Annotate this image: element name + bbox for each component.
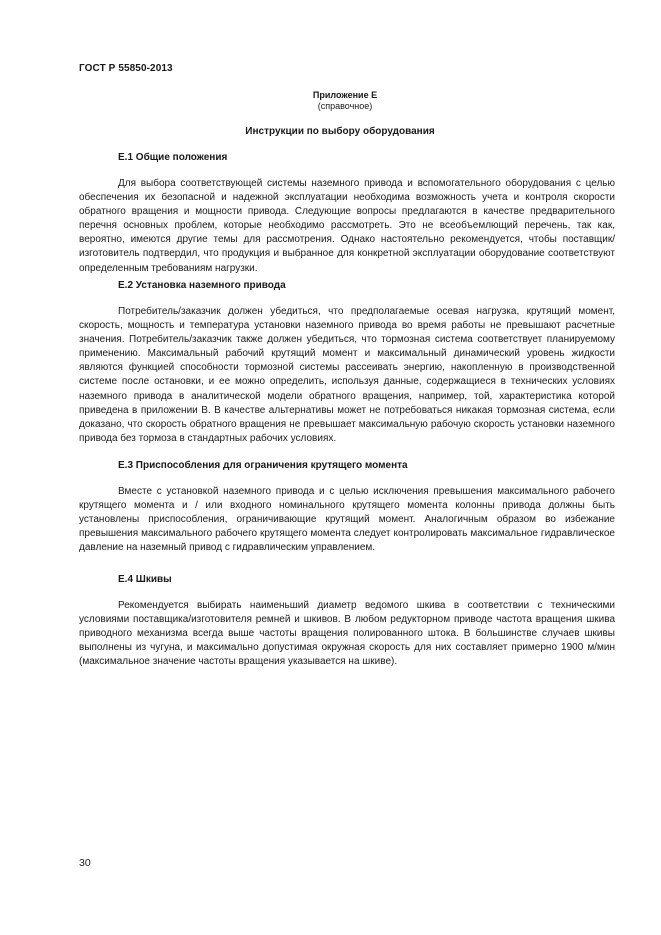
section-heading-e3: Е.3 Приспособления для ограничения крутящего момента xyxy=(118,460,408,471)
section-text-e2: Потребитель/заказчик должен убедиться, что предполагаемые осевая нагрузка, крутящий момент, скорость, мощность и температура установки наземного привода во время работы не превышают расчетные значения. Потребитель/заказчик также должен убедиться, что тормозная система соответствует планируемому применению. Максимальный рабочий крутящий момент и максимальный динамический уровень жидкости являются функцией способности тормозной системы рассеивать энергию, накопленную в производственной системе после остановки, и ее можно определить, используя данные, содержащиеся в технических условиях наземного привода в аналитической модели обратного вращения, например, той, характеристика которой приведена в приложении В. В качестве альтернативы может не потребоваться никакая тормозная система, если доказано, что скорость обратного вращения не превышает максимальную рабочую скорость установки наземного привода без тормоза в стандартных рабочих условиях. xyxy=(79,306,615,444)
appendix-subtitle: (справочное) xyxy=(317,101,373,111)
section-heading-e4: Е.4 Шкивы xyxy=(118,574,172,585)
section-text-e1: Для выбора соответствующей системы наземного привода и вспомогательного оборудования с целью обеспечения их безопасной и надежной эксплуатации необходима возможность учета и контроля скорости обратного вращения и мощности привода. Следующие вопросы предлагаются в качестве предварительного перечня основных проблем, которые необходимо рассмотреть. Это не всеобъемлющий перечень, так как, вероятно, имеются другие темы для рассмотрения. Однако настоятельно рекомендуется, чтобы поставщик/изготовитель подтвердил, что продукция и выбранное для конкретной эксплуатации оборудование соответствуют определенным требованиям нагрузки. xyxy=(79,178,615,274)
section-heading-e1: Е.1 Общие положения xyxy=(118,152,228,163)
appendix-title: Приложение Е xyxy=(312,90,378,100)
appendix-label xyxy=(300,90,390,112)
section-text-e4: Рекомендуется выбирать наименьший диаметр ведомого шкива в соответствии с техническими условиями поставщика/изготовителя ремней и шкивов. В любом редукторном приводе частота вращения шкива приводного механизма всегда выше частоты вращения полированного штока. В большинстве случаев шкивы выполнены из чугуна, и максимально допустимая окружная скорость для них составляет примерно 1900 м/мин (максимальное значение частоты вращения указывается на шкиве). xyxy=(79,600,615,668)
document-id: ГОСТ Р 55850-2013 xyxy=(79,63,173,74)
section-text-e3: Вместе с установкой наземного привода и с целью исключения превышения максимального рабочего крутящего момента и / или входного номинального крутящего момента колонны привода должны быть установлены приспособления, ограничивающие крутящий момент. Аналогичным образом во избежание превышения максимального рабочего крутящего момента следует контролировать максимальное гидравлическое давление на наземный привод с гидравлическим управлением. xyxy=(79,486,615,554)
page-title: Инструкции по выбору оборудования xyxy=(245,126,435,137)
section-heading-e2: Е.2 Установка наземного привода xyxy=(118,280,286,291)
page-number: 30 xyxy=(79,857,91,869)
